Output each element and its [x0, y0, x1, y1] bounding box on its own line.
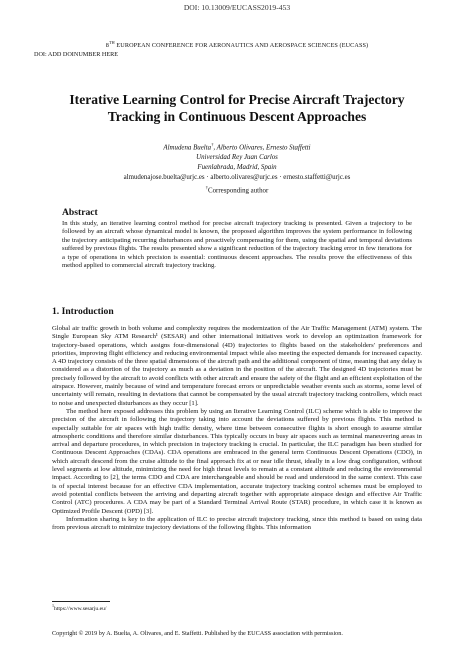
abstract-text: In this study, an iterative learning control method for precise aircraft trajectory tracking is presented. Given a trajectory to be followed by an aircraft whose dynamical model is known, the proposed algorithm improves the system performance in following the trajectory anticipating recurring disturbances and proactively compensating for them, using the spatial and temporal deviations suffered by previous flights. The results presented show a significant reduction of the trajectory tracking error in few iterations for a type of operations in which precision is essential: continuous descent approaches. The results prove the effectiveness of this method applied to commercial aircraft trajectory tracking.: [62, 220, 412, 270]
title-line-2: Tracking in Continuous Descent Approaches: [107, 109, 367, 124]
copyright-notice: Copyright © 2019 by A. Buelta, A. Olivares, and E. Staffetti. Published by the EUCASS association with permission.: [52, 630, 343, 637]
footnote-mark: 1: [52, 603, 54, 608]
title-line-1: Iterative Learning Control for Precise Aircraft Trajectory: [69, 92, 405, 107]
abstract-heading: Abstract: [62, 207, 98, 218]
conference-number: 8: [105, 42, 109, 50]
corresponding-text: Corresponding author: [208, 187, 269, 195]
author-emails: almudenajose.buelta@urjc.es · alberto.olivares@urjc.es · ernesto.staffetti@urjc.es: [123, 174, 351, 182]
other-authors: , Alberto Olivares, Ernesto Staffetti: [213, 144, 311, 152]
intro-paragraph-1: Global air traffic growth in both volume and complexity requires the modernization of the Air Traffic Management (ATM) system. The Single European Sky ATM Research¹ (SESAR) and other international initiatives work to develop an optimization framework for trajectory-based operations, which assigns four-dimensional (4D) trajectories to flights based on the stakeholders' preferences and priorities, improving flight efficiency and reducing environmental impact while also meeting the expected demands for increased capacity. A 4D trajectory consists of the three spatial dimensions of the aircraft path and the additional component of time, meaning that any delay is considered as a distortion of the trajectory as much as a deviation in the position of the aircraft. The designed 4D trajectories must be precisely followed by the aircraft to avoid conflicts with other aircraft and ensure the safety of the flight and an efficient exploitation of the airspace. However, mainly because of wind and temperature forecast errors or unpredictable weather events such as storms, some level of uncertainty will remain, resulting in deviations that cannot be compensated by the usual aircraft trajectory tracking controllers, which react to noise and unexpected disturbances as they occur [1].: [52, 325, 422, 407]
paper-title: [30, 91, 444, 125]
footnote: [52, 603, 106, 612]
location: Fuenlabrada, Madrid, Spain: [197, 164, 277, 172]
author-block: [30, 140, 444, 196]
corresponding-mark: †: [211, 142, 214, 147]
conference-header: [0, 40, 474, 49]
first-author: Almudena Buelta: [163, 144, 212, 152]
intro-paragraph-3: Information sharing is key to the application of ILC to precise aircraft trajectory tracking, since this method is based on using data from previous aircraft to minimize trajectory deviations of the following flights. This information: [52, 515, 422, 532]
doi-header: DOI: 10.13009/EUCASS2019-453: [183, 3, 291, 12]
doi-placeholder: DOI: ADD DOINUMBER HERE: [34, 51, 119, 58]
corresponding-note-mark: †: [205, 184, 208, 190]
affiliation: Universidad Rey Juan Carlos: [196, 154, 278, 162]
author-names: [30, 140, 444, 153]
introduction-heading: 1. Introduction: [52, 306, 114, 317]
intro-paragraph-2: The method here exposed addresses this problem by using an Iterative Learning Control (ILC) scheme which is able to improve the precision of the aircraft in following the trajectory taking into account the deviations suffered by previous flights. This method is especially suitable for air spaces with high traffic density, where time between consecutive flights is short enough to assume similar atmospheric conditions and therefore similar disturbances. This typically occurs in busy air spaces such as terminal maneuvering areas in arrival and departure procedures, in which precision in trajectory tracking is crucial. In particular, the ILC paradigm has been studied for Continuous Descent Approaches (CDAs). CDA operations are embraced in the general term Continuous Descent Operations (CDO), in which aircraft descend from the cruise altitude to the final approach fix at or near idle thrust, ideally in a low drag configuration, without level segments at low altitude, minimizing the need for high thrust levels to remain at a constant altitude and reducing the environmental impact. According to [2], the terms CDO and CDA are interchangeable and should be read and understood in the same context. This case is of special interest because for an effective CDA implementation, accurate trajectory tracking control schemes must be employed to avoid potential conflicts between the arriving and departing aircraft together with appropriate airspace design and effective Air Traffic Control (ATC) procedures. A CDA may be part of a Standard Terminal Arrival Route (STAR) procedure, in which case it is known as Optimized Profile Descent (OPD) [3].: [52, 407, 422, 515]
conference-name: EUROPEAN CONFERENCE FOR AERONAUTICS AND AEROSPACE SCIENCES (EUCASS): [114, 42, 369, 50]
introduction-body: [52, 325, 422, 532]
footnote-url[interactable]: https://www.sesarju.eu/: [54, 605, 107, 612]
footnote-divider: [52, 601, 110, 602]
corresponding-author-note: [30, 183, 444, 196]
conference-ordinal: TH: [108, 40, 115, 45]
